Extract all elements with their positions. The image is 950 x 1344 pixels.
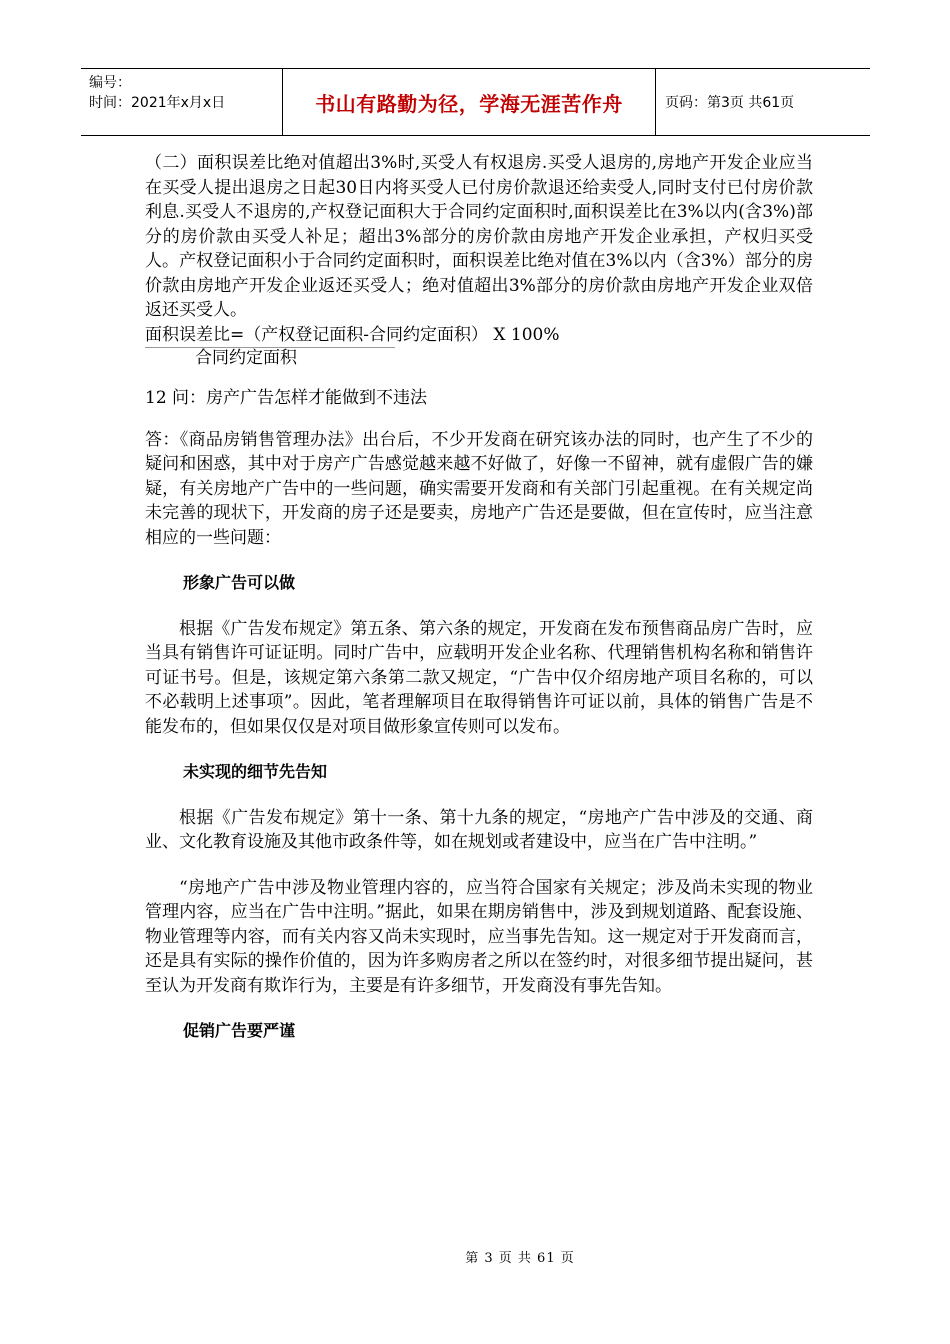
formula-numerator: 面积误差比=（产权登记面积-合同约定面积） X 100% (145, 324, 560, 345)
header-motto: 书山有路勤为径，学海无涯苦作舟 (283, 69, 656, 135)
page-footer: 第 3 页 共 61 页 (465, 1251, 575, 1266)
header-meta-cell (81, 69, 283, 135)
page-header (81, 68, 870, 136)
paragraph-details-1: 根据《广告发布规定》第十一条、第十九条的规定，“房地产广告中涉及的交通、商业、文化教育设施及其他市政条件等，如在规划或者建设中，应当在广告中注明。” (145, 807, 813, 852)
formula-denominator: 合同约定面积 (145, 347, 395, 369)
subheading-image-ads: 形象广告可以做 (183, 573, 296, 592)
question-heading: 12 问：房产广告怎样才能做到不违法 (145, 388, 428, 408)
doc-number-label: 编号： (89, 75, 131, 91)
paragraph-details-2: “房地产广告中涉及物业管理内容的，应当符合国家有关规定；涉及尚未实现的物业管理内容，应当在广告中注明。”据此，如果在期房销售中，涉及到规划道路、配套设施、物业管理等内容，而有关内容又尚未实现时，应当事先告知。这一规定对于开发商而言，还是具有实际的操作价值的，因为许多购房者之所以在签约时，对很多细节提出疑问，甚至认为开发商有欺诈行为，主要是有许多细节，开发商没有事先告知。 (145, 877, 813, 996)
header-page-label: 页码：第3页 共61页 (665, 95, 795, 111)
answer-paragraph: 答：《商品房销售管理办法》出台后，不少开发商在研究该办法的同时，也产生了不少的疑问和困惑，其中对于房产广告感觉越来越不好做了，好像一不留神，就有虚假广告的嫌疑，有关房地产广告中的一些问题，确实需要开发商和有关部门引起重视。在有关规定尚未完善的现状下，开发商的房子还是要卖，房地产广告还是要做，但在宣传时，应当注意相应的一些问题： (145, 429, 813, 548)
subheading-details: 未实现的细节先告知 (183, 762, 328, 781)
time-label: 时间：2021年x月x日 (89, 95, 226, 111)
document-body (145, 151, 813, 1044)
subheading-promo-ads: 促销广告要严谨 (183, 1021, 296, 1040)
paragraph-image-ads: 根据《广告发布规定》第五条、第六条的规定，开发商在发布预售商品房广告时，应当具有销售许可证证明。同时广告中，应载明开发企业名称、代理销售机构名称和销售许可证书号。但是，该规定第六条第二款又规定，“广告中仅介绍房地产项目名称的，可以不必载明上述事项”。因此，笔者理解项目在取得销售许可证以前，具体的销售广告是不能发布的，但如果仅仅是对项目做形象宣传则可以发布。 (145, 618, 813, 737)
paragraph-area-error: （二）面积误差比绝对值超出3%时,买受人有权退房.买受人退房的,房地产开发企业应当在买受人提出退房之日起30日内将买受人已付房价款退还给卖受人,同时支付已付房价款利息.买受人不退房的,产权登记面积大于合同约定面积时,面积误差比在3%以内(含3%)部分的房价款由买受人补足；超出3%部分的房价款由房地产开发企业承担，产权归买受人。产权登记面积小于合同约定面积时，面积误差比绝对值在3%以内（含3%）部分的房价款由房地产开发企业返还买受人；绝对值超出3%部分的房价款由房地产开发企业双倍返还买受人。 (145, 153, 813, 320)
